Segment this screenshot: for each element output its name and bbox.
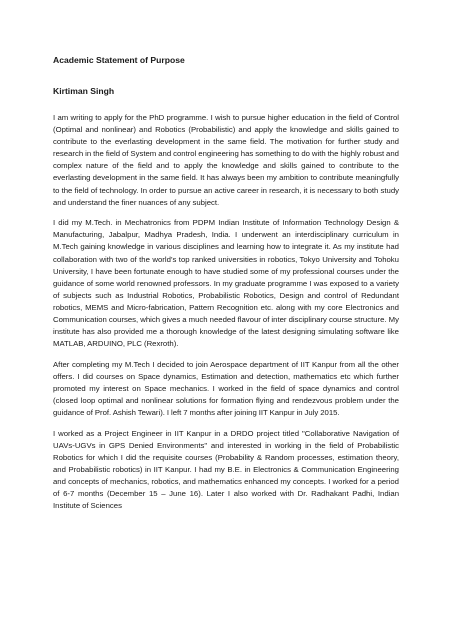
document-body (53, 54, 399, 521)
document-title: Academic Statement of Purpose (53, 55, 185, 65)
paragraph-motivation: I am writing to apply for the PhD programme. I wish to pursue higher education in the field of Control (Optimal and nonlinear) and Robotics (Probabilistic) and apply the knowledge and skills gained to contribute to the everlasting development in the same field. The motivation for further study and research in the field of System and control engineering has something to do with the highly robust and complex nature of the field and to apply the knowledge and skills gained to contribute to the everlasting development in the same field. It has always been my ambition to contribute meaningfully to the field of technology. In order to pursue an active career in research, it is necessary to both study and understand the finer nuances of any subject. (53, 113, 399, 207)
paragraph-project-engineer: I worked as a Project Engineer in IIT Kanpur in a DRDO project titled "Collaborative Navigation of UAVs-UGVs in GPS Denied Environments" and interested in working in the field of Probabilistic Robotics for which I did the requisite courses (Probability & Random processes, estimation theory, and Probabilistic robotics) in IIT Kanpur. I had my B.E. in Electronics & Communication Engineering and concepts of mechanics, robotics, and mathematics enhanced my concepts. I worked for a period of 6-7 months (December 15 – June 16). Later I also worked with Dr. Radhakant Padhi, Indian Institute of Sciences (53, 428, 399, 511)
author-name: Kirtiman Singh (53, 86, 115, 96)
paragraph-iit-kanpur: After completing my M.Tech I decided to join Aerospace department of IIT Kanpur from all the other offers. I did courses on Space dynamics, Estimation and detection, mathematics etc which further promoted my interest on Space mechanics. I worked in the field of space dynamics and control (closed loop optimal and nonlinear solutions for formation flying and rendezvous problem under the guidance of Prof. Ashish Tewari). I left 7 months after joining IIT Kanpur in July 2015. (53, 359, 399, 418)
paragraph-mtech: I did my M.Tech. in Mechatronics from PDPM Indian Institute of Information Technology Design & Manufacturing, Jabalpur, Madhya Pradesh, India. I underwent an interdisciplinary curriculum in M.Tech gaining knowledge in various disciplines and learning how to integrate it. As my institute had collaboration with two of the world’s top ranked universities in robotics, Tokyo University and Tohoku University, I have been fortunate enough to have studied some of my professional courses under the guidance of some world renowned professors. In my graduate programme I was exposed to a variety of subjects such as Industrial Robotics, Probabilistic Robotics, Design and control of Redundant robotics, MEMS and Micro-fabrication, Pattern Recognition etc. along with my core Electronics and Communication courses, which gives a much needed flavour of inter disciplinary course structure. My institute has also provided me a thorough knowledge of the latest designing simulating software like MATLAB, ARDUINO, PLC (Rexroth). (53, 218, 399, 349)
